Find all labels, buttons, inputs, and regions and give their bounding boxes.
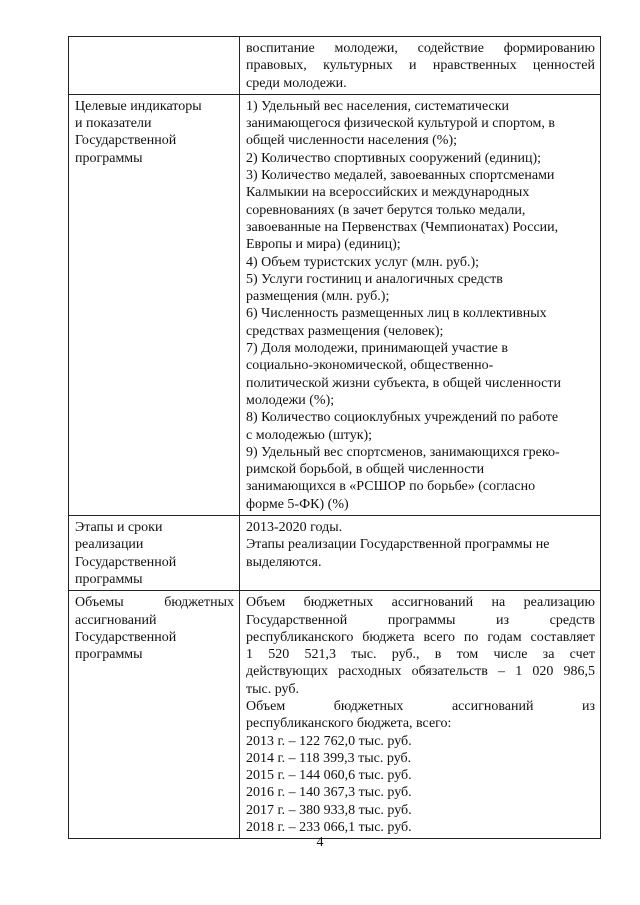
row-label-line: реализации xyxy=(75,537,144,553)
table-row xyxy=(69,94,601,515)
row-label-line: Объемы бюджетных xyxy=(75,595,234,611)
row-label-cell xyxy=(69,94,240,515)
content-line: 2) Количество спортивных сооружений (единиц); xyxy=(246,150,542,166)
content-line: Объем бюджетных ассигнований на реализацию xyxy=(246,595,595,611)
content-line: Европы и мира) (единиц); xyxy=(246,237,401,253)
content-line: Объем бюджетных ассигнований из xyxy=(246,698,595,714)
content-line: средствах размещения (человек); xyxy=(246,323,444,339)
content-line: социально-экономической, общественно- xyxy=(246,358,494,374)
row-content-cell xyxy=(240,516,601,591)
row-label-line: Государственной xyxy=(75,629,177,645)
content-line: 2017 г. – 380 933,8 тыс. руб. xyxy=(246,802,412,818)
row-label-cell xyxy=(69,591,240,839)
content-line: 9) Удельный вес спортсменов, занимающихся греко- xyxy=(246,444,560,460)
content-line: Этапы реализации Государственной программы не xyxy=(246,537,550,553)
row-label-line: и показатели xyxy=(75,116,152,132)
content-line: 4) Объем туристских услуг (млн. руб.); xyxy=(246,254,480,270)
content-line: правовых, культурных и нравственных ценностей xyxy=(246,58,595,74)
content-line: занимающегося физической культурой и спортом, в xyxy=(246,116,555,132)
content-line: тыс. руб. xyxy=(246,681,299,697)
content-line: 6) Численность размещенных лиц в коллективных xyxy=(246,306,547,322)
content-line: выделяются. xyxy=(246,554,322,570)
content-line: действующих расходных обязательств – 1 020 986,5 xyxy=(246,664,595,680)
row-label-line: Этапы и сроки xyxy=(75,520,163,536)
content-line: общей численности населения (%); xyxy=(246,133,458,149)
table-row xyxy=(69,591,601,839)
content-line: 2018 г. – 233 066,1 тыс. руб. xyxy=(246,820,412,836)
content-line: 5) Услуги гостиниц и аналогичных средств xyxy=(246,271,503,287)
content-line: 2015 г. – 144 060,6 тыс. руб. xyxy=(246,768,412,784)
content-line: молодежи (%); xyxy=(246,392,335,408)
content-line: 2014 г. – 118 399,3 тыс. руб. xyxy=(246,750,412,766)
content-line: республиканского бюджета, всего: xyxy=(246,716,452,732)
program-passport-table xyxy=(68,36,601,839)
row-content-cell xyxy=(240,94,601,515)
row-label-line: Государственной xyxy=(75,554,177,570)
content-line: 2013 г. – 122 762,0 тыс. руб. xyxy=(246,733,412,749)
content-line: 7) Доля молодежи, принимающей участие в xyxy=(246,341,509,357)
row-label-line: программы xyxy=(75,150,143,166)
content-line: воспитание молодежи, содействие формированию xyxy=(246,41,595,56)
content-line: 1 520 521,3 тыс. руб., в том числе за счет xyxy=(246,647,595,663)
content-line: 2013-2020 годы. xyxy=(246,520,343,536)
row-content-cell xyxy=(240,37,601,95)
content-line: 1) Удельный вес населения, систематически xyxy=(246,98,510,114)
content-line: римской борьбой, в общей численности xyxy=(246,462,485,478)
content-line: 3) Количество медалей, завоеванных спортсменами xyxy=(246,168,555,184)
content-line: политической жизни субъекта, в общей численности xyxy=(246,375,561,391)
row-label-line: ассигнований xyxy=(75,612,157,628)
table-row xyxy=(69,516,601,591)
content-line: завоеванные на Первенствах (Чемпионатах) России, xyxy=(246,219,559,235)
content-line: среди молодежи. xyxy=(246,75,347,91)
page-number: 4 xyxy=(316,835,324,850)
table-row xyxy=(69,37,601,95)
row-label-line: программы xyxy=(75,571,143,587)
row-content-cell xyxy=(240,591,601,839)
content-line: форме 5-ФК) (%) xyxy=(246,496,349,512)
content-line: Калмыкии на всероссийских и международных xyxy=(246,185,530,201)
content-line: Государственной программы из средств xyxy=(246,612,595,628)
content-line: занимающихся в «РСШОР по борьбе» (согласно xyxy=(246,479,536,495)
content-line: соревнованиях (в зачет берутся только медали, xyxy=(246,202,526,218)
content-line: размещения (млн. руб.); xyxy=(246,289,390,305)
row-label-line: Целевые индикаторы xyxy=(75,98,202,114)
table-body xyxy=(69,37,601,839)
row-label-line: Государственной xyxy=(75,133,177,149)
row-label-cell xyxy=(69,37,240,95)
row-label-line: программы xyxy=(75,647,143,663)
row-label-cell xyxy=(69,516,240,591)
content-line: 2016 г. – 140 367,3 тыс. руб. xyxy=(246,785,412,801)
content-line: с молодежью (штук); xyxy=(246,427,373,443)
content-line: республиканского бюджета всего по годам составляет xyxy=(246,629,595,645)
content-line: 8) Количество социоклубных учреждений по работе xyxy=(246,410,559,426)
